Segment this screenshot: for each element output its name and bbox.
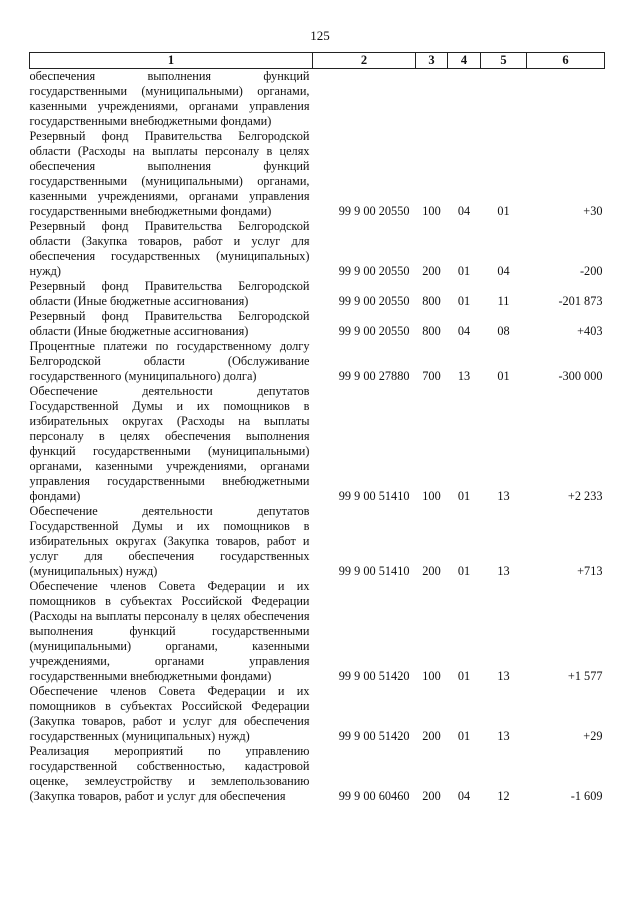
row-subsection: 01 [497, 204, 510, 218]
row-expense-type: 200 [422, 789, 441, 803]
row-target-code: 99 9 00 51420 [338, 729, 410, 743]
row-subsection: 12 [497, 789, 510, 803]
row-amount: -200 [579, 264, 603, 278]
table-row [30, 219, 605, 279]
table-header-row [30, 53, 605, 69]
row-section [448, 69, 481, 130]
row-expense-type: 100 [422, 669, 441, 683]
row-target-code [313, 69, 416, 130]
row-description: Резервный фонд Правительства Белгородской области (Закупка товаров, работ и услуг для обеспечения государственных (муниципальных) нужд) [29, 219, 310, 278]
row-description: Резервный фонд Правительства Белгородской области (Иные бюджетные ассигнования) [29, 279, 310, 308]
row-subsection [481, 69, 527, 130]
row-section: 01 [457, 294, 471, 308]
row-subsection: 13 [497, 729, 510, 743]
row-section: 01 [457, 729, 471, 743]
table-row [30, 129, 605, 219]
row-section: 13 [457, 369, 471, 383]
table-row [30, 279, 605, 309]
table-row [30, 684, 605, 744]
row-subsection: 01 [497, 369, 510, 383]
row-subsection: 11 [497, 294, 510, 308]
row-expense-type: 800 [422, 294, 441, 308]
row-amount: +713 [577, 564, 603, 578]
table-row [30, 744, 605, 804]
budget-table [29, 52, 605, 804]
row-section: 04 [457, 789, 471, 803]
row-section: 04 [457, 324, 471, 338]
table-row [30, 504, 605, 579]
row-expense-type [416, 69, 448, 130]
row-amount: +2 233 [567, 489, 603, 503]
row-target-code: 99 9 00 20550 [338, 294, 410, 308]
row-section: 01 [457, 264, 471, 278]
row-subsection: 13 [497, 564, 510, 578]
row-section: 01 [457, 564, 471, 578]
column-header-1: 1 [30, 53, 313, 69]
row-description: Обеспечение деятельности депутатов Государственной Думы и их помощников в избирательных округах (Расходы на выплаты персоналу в целях обеспечения выполнения функций государственными (муниципальными) органами, казенными учреждениями, органами управления государственными внебюджетными фондами) [29, 384, 310, 503]
column-header-6: 6 [527, 53, 605, 69]
row-subsection: 13 [497, 489, 510, 503]
row-target-code: 99 9 00 20550 [338, 204, 410, 218]
table-row [30, 579, 605, 684]
column-header-4: 4 [448, 53, 481, 69]
column-header-2: 2 [313, 53, 416, 69]
row-description: Резервный фонд Правительства Белгородской области (Иные бюджетные ассигнования) [29, 309, 310, 338]
row-amount: +29 [583, 729, 603, 743]
row-section: 01 [457, 489, 471, 503]
row-amount: -1 609 [570, 789, 603, 803]
row-section: 04 [457, 204, 471, 218]
row-description: Реализация мероприятий по управлению государственной собственностью, кадастровой оценке, землеустройству и землепользованию (Закупка товаров, работ и услуг для обеспечения [29, 744, 310, 803]
table-row [30, 384, 605, 504]
row-description: обеспечения выполнения функций государственными (муниципальными) органами, казенными учреждениями, органами управления государственными внебюджетными фондами) [29, 69, 310, 128]
row-description: Процентные платежи по государственному долгу Белгородской области (Обслуживание государственного (муниципального) долга) [29, 339, 310, 383]
row-amount: +403 [577, 324, 603, 338]
row-amount [527, 69, 605, 130]
row-target-code: 99 9 00 51410 [338, 489, 410, 503]
row-target-code: 99 9 00 27880 [338, 369, 410, 383]
row-amount: +30 [583, 204, 603, 218]
row-expense-type: 200 [422, 264, 441, 278]
row-target-code: 99 9 00 20550 [338, 264, 410, 278]
row-expense-type: 200 [422, 564, 441, 578]
row-expense-type: 100 [422, 489, 441, 503]
row-expense-type: 800 [422, 324, 441, 338]
row-section: 01 [457, 669, 471, 683]
row-expense-type: 100 [422, 204, 441, 218]
row-target-code: 99 9 00 51410 [338, 564, 410, 578]
row-subsection: 08 [497, 324, 510, 338]
row-subsection: 04 [497, 264, 510, 278]
column-header-3: 3 [416, 53, 448, 69]
row-target-code: 99 9 00 20550 [338, 324, 410, 338]
row-target-code: 99 9 00 51420 [338, 669, 410, 683]
row-amount: -300 000 [558, 369, 603, 383]
row-expense-type: 200 [422, 729, 441, 743]
row-description: Обеспечение членов Совета Федерации и их помощников в субъектах Российской Федерации (Расходы на выплаты персоналу в целях обеспечения выполнения функций государственными (муниципальными) органами, казенными учреждениями, органами управления государственными внебюджетными фондами) [29, 579, 310, 683]
table-row [30, 309, 605, 339]
column-header-5: 5 [481, 53, 527, 69]
row-target-code: 99 9 00 60460 [338, 789, 410, 803]
row-description: Обеспечение деятельности депутатов Государственной Думы и их помощников в избирательных округах (Закупка товаров, работ и услуг для обеспечения государственных (муниципальных) нужд) [29, 504, 310, 578]
table-row [30, 69, 605, 130]
row-expense-type: 700 [422, 369, 441, 383]
row-amount: -201 873 [558, 294, 603, 308]
table-row [30, 339, 605, 384]
row-amount: +1 577 [567, 669, 603, 683]
row-description: Резервный фонд Правительства Белгородской области (Расходы на выплаты персоналу в целях обеспечения выполнения функций государственными (муниципальными) органами, казенными учреждениями, органами управления государственными внебюджетными фондами) [29, 129, 310, 218]
page-number: 125 [310, 28, 330, 43]
row-subsection: 13 [497, 669, 510, 683]
row-description: Обеспечение членов Совета Федерации и их помощников в субъектах Российской Федерации (Закупка товаров, работ и услуг для обеспечения государственных (муниципальных) нужд) [29, 684, 310, 743]
